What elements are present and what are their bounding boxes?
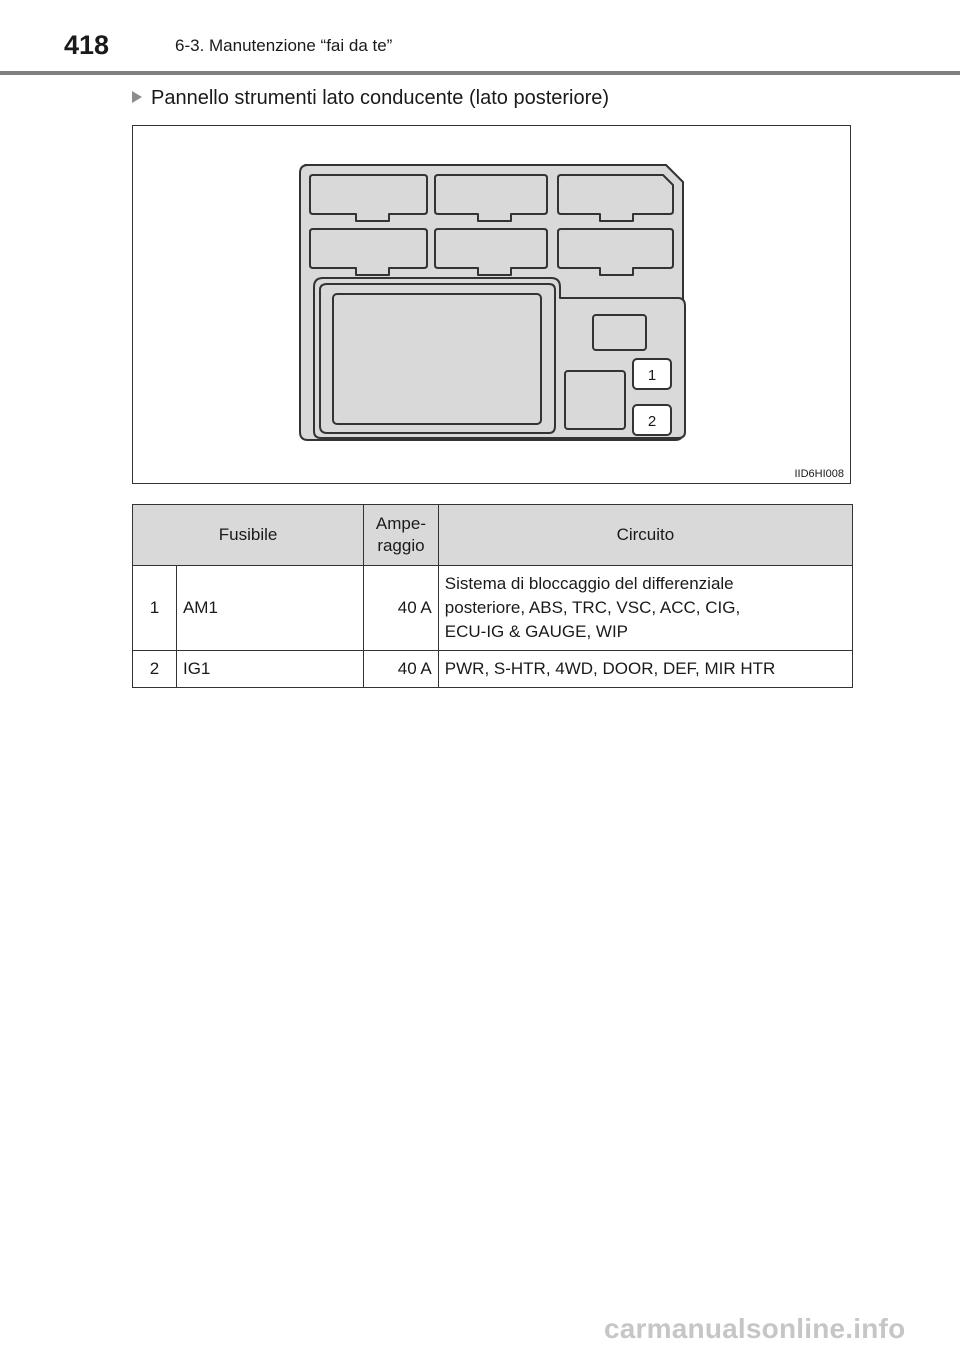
callout-1-label: 1 bbox=[647, 367, 657, 384]
page-number: 418 bbox=[64, 30, 110, 60]
table-header-row bbox=[133, 505, 853, 566]
fuse-amperage: 40 A bbox=[364, 651, 439, 688]
fuse-box-figure bbox=[132, 125, 851, 484]
fuse-number: 1 bbox=[133, 566, 177, 651]
subheading-text: Pannello strumenti lato conducente (lato posteriore) bbox=[151, 87, 610, 109]
watermark: carmanualsonline.info bbox=[604, 1313, 906, 1344]
header-fuse: Fusibile bbox=[133, 505, 364, 566]
fuse-circuit: Sistema di bloccaggio del differenziale posteriore, ABS, TRC, VSC, ACC, CIG, ECU-IG & GAUGE, WIP bbox=[438, 566, 852, 651]
header-rule bbox=[0, 71, 960, 75]
fuse-name: AM1 bbox=[176, 566, 363, 651]
fuse-circuit: PWR, S-HTR, 4WD, DOOR, DEF, MIR HTR bbox=[438, 651, 852, 688]
fuse-table bbox=[132, 504, 853, 688]
header-amperage: Ampe- raggio bbox=[364, 505, 439, 566]
fuse-box-diagram bbox=[133, 126, 852, 485]
section-title: 6-3. Manutenzione “fai da te” bbox=[175, 36, 393, 55]
fuse-number: 2 bbox=[133, 651, 177, 688]
subheading bbox=[131, 87, 609, 110]
table-row bbox=[133, 566, 853, 651]
table-row bbox=[133, 651, 853, 688]
header-circuit: Circuito bbox=[438, 505, 852, 566]
fuse-name: IG1 bbox=[176, 651, 363, 688]
triangle-right-icon bbox=[131, 87, 143, 110]
fuse-amperage: 40 A bbox=[364, 566, 439, 651]
figure-code: IID6HI008 bbox=[794, 468, 844, 480]
callout-2-label: 2 bbox=[647, 413, 657, 430]
